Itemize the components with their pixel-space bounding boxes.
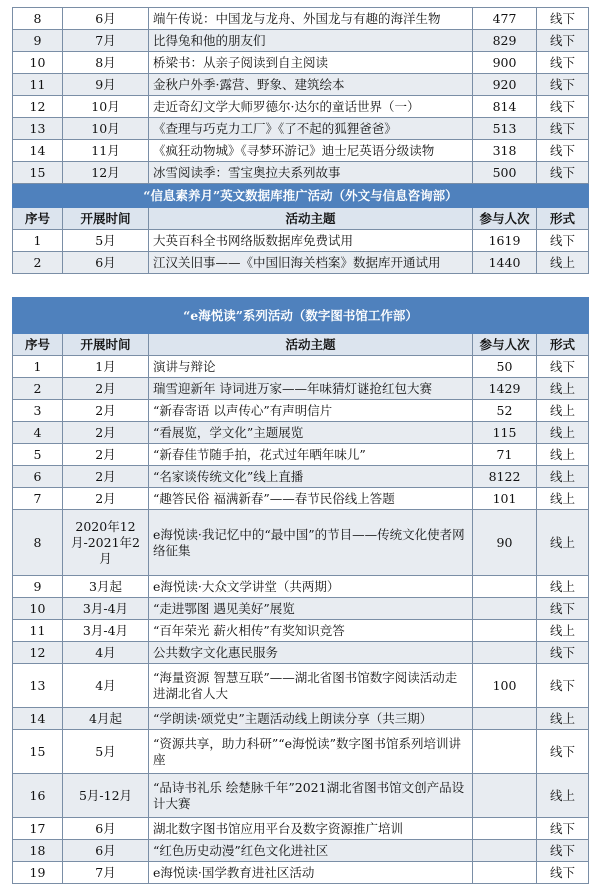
cell-topic: “看展览，学文化”主题展览 (149, 422, 473, 444)
section-title-row (13, 298, 589, 334)
cell-form: 线下 (537, 642, 589, 664)
cell-time: 7月 (63, 30, 149, 52)
cell-time: 6月 (63, 840, 149, 862)
cell-no: 1 (13, 356, 63, 378)
cell-no: 14 (13, 708, 63, 730)
cell-time: 2020年12月-2021年2月 (63, 510, 149, 576)
cell-time: 4月 (63, 642, 149, 664)
cell-time: 2月 (63, 466, 149, 488)
cell-no: 5 (13, 444, 63, 466)
cell-no: 9 (13, 576, 63, 598)
cell-no: 9 (13, 30, 63, 52)
cell-topic: 冰雪阅读季：雪宝奥拉夫系列故事 (149, 162, 473, 184)
table-row (13, 576, 589, 598)
table-row (13, 140, 589, 162)
cell-form: 线上 (537, 708, 589, 730)
cell-count: 477 (473, 8, 537, 30)
cell-time: 5月-12月 (63, 774, 149, 818)
table-row (13, 378, 589, 400)
cell-time: 5月 (63, 230, 149, 252)
cell-time: 7月 (63, 862, 149, 884)
table-row (13, 30, 589, 52)
cell-no: 18 (13, 840, 63, 862)
cell-topic: 走近奇幻文学大师罗德尔·达尔的童话世界（一） (149, 96, 473, 118)
cell-time: 10月 (63, 96, 149, 118)
cell-no: 12 (13, 96, 63, 118)
cell-time: 2月 (63, 444, 149, 466)
cell-topic: 桥梁书：从亲子阅读到自主阅读 (149, 52, 473, 74)
cell-no: 6 (13, 466, 63, 488)
cell-topic: e海悦读·大众文学讲堂（共两期） (149, 576, 473, 598)
cell-form: 线下 (537, 96, 589, 118)
cell-form: 线下 (537, 230, 589, 252)
cell-form: 线下 (537, 730, 589, 774)
cell-topic: “品诗书礼乐 绘楚脉千年”2021湖北省图书馆文创产品设计大赛 (149, 774, 473, 818)
cell-count: 1429 (473, 378, 537, 400)
cell-no: 16 (13, 774, 63, 818)
cell-no: 10 (13, 52, 63, 74)
cell-form: 线上 (537, 422, 589, 444)
cell-count (473, 576, 537, 598)
cell-count: 90 (473, 510, 537, 576)
cell-topic: 湖北数字图书馆应用平台及数字资源推广培训 (149, 818, 473, 840)
header-count: 参与人次 (473, 334, 537, 356)
cell-topic: “百年荣光 薪火相传”有奖知识竞答 (149, 620, 473, 642)
cell-form: 线下 (537, 356, 589, 378)
cell-time: 6月 (63, 818, 149, 840)
cell-no: 2 (13, 378, 63, 400)
cell-count: 52 (473, 400, 537, 422)
cell-form: 线下 (537, 840, 589, 862)
table-row (13, 8, 589, 30)
cell-time: 6月 (63, 252, 149, 274)
cell-time: 2月 (63, 378, 149, 400)
cell-form: 线上 (537, 576, 589, 598)
table-row (13, 642, 589, 664)
header-topic: 活动主题 (149, 208, 473, 230)
table-row (13, 118, 589, 140)
header-time: 开展时间 (63, 208, 149, 230)
cell-topic: 《查理与巧克力工厂》《了不起的狐狸爸爸》 (149, 118, 473, 140)
table-row (13, 620, 589, 642)
cell-count: 1619 (473, 230, 537, 252)
table-row (13, 708, 589, 730)
cell-count (473, 642, 537, 664)
cell-form: 线上 (537, 378, 589, 400)
cell-count: 8122 (473, 466, 537, 488)
cell-count (473, 598, 537, 620)
table-row (13, 664, 589, 708)
cell-form: 线上 (537, 620, 589, 642)
cell-time: 8月 (63, 52, 149, 74)
cell-count: 50 (473, 356, 537, 378)
cell-count: 829 (473, 30, 537, 52)
section-title: “信息素养月”英文数据库推广活动（外文与信息咨询部） (13, 184, 589, 208)
cell-topic: e海悦读·国学教育进社区活动 (149, 862, 473, 884)
activity-table-2 (12, 297, 589, 884)
cell-count: 513 (473, 118, 537, 140)
cell-form: 线下 (537, 818, 589, 840)
table-row (13, 774, 589, 818)
cell-no: 13 (13, 664, 63, 708)
cell-no: 15 (13, 162, 63, 184)
table-row (13, 230, 589, 252)
cell-count: 814 (473, 96, 537, 118)
table-row (13, 422, 589, 444)
cell-time: 2月 (63, 400, 149, 422)
cell-topic: 演讲与辩论 (149, 356, 473, 378)
cell-time: 4月起 (63, 708, 149, 730)
cell-time: 5月 (63, 730, 149, 774)
header-no: 序号 (13, 334, 63, 356)
cell-form: 线下 (537, 8, 589, 30)
table-row (13, 466, 589, 488)
cell-count: 1440 (473, 252, 537, 274)
cell-form: 线上 (537, 466, 589, 488)
cell-no: 13 (13, 118, 63, 140)
cell-form: 线上 (537, 774, 589, 818)
cell-topic: “新春佳节随手拍，花式过年晒年味儿” (149, 444, 473, 466)
cell-count: 900 (473, 52, 537, 74)
cell-topic: “海量资源 智慧互联”——湖北省图书馆数字阅读活动走进湖北省人大 (149, 664, 473, 708)
cell-form: 线下 (537, 118, 589, 140)
cell-count: 920 (473, 74, 537, 96)
table-row (13, 818, 589, 840)
header-form: 形式 (537, 208, 589, 230)
table-row (13, 356, 589, 378)
cell-topic: “学朗读·颂党史”主题活动线上朗读分享（共三期） (149, 708, 473, 730)
cell-time: 3月-4月 (63, 620, 149, 642)
cell-form: 线下 (537, 140, 589, 162)
cell-no: 11 (13, 620, 63, 642)
section-title: “e海悦读”系列活动（数字图书馆工作部） (13, 298, 589, 334)
cell-topic: “新春寄语 以声传心”有声明信片 (149, 400, 473, 422)
cell-time: 2月 (63, 488, 149, 510)
cell-count: 100 (473, 664, 537, 708)
cell-count (473, 708, 537, 730)
cell-topic: 公共数字文化惠民服务 (149, 642, 473, 664)
cell-no: 17 (13, 818, 63, 840)
cell-form: 线上 (537, 444, 589, 466)
cell-time: 6月 (63, 8, 149, 30)
cell-count (473, 730, 537, 774)
cell-count: 115 (473, 422, 537, 444)
cell-topic: 《疯狂动物城》《寻梦环游记》迪士尼英语分级读物 (149, 140, 473, 162)
cell-count (473, 818, 537, 840)
cell-topic: “名家谈传统文化”线上直播 (149, 466, 473, 488)
header-row (13, 208, 589, 230)
cell-time: 1月 (63, 356, 149, 378)
cell-no: 8 (13, 8, 63, 30)
cell-topic: 比得兔和他的朋友们 (149, 30, 473, 52)
table-row (13, 510, 589, 576)
cell-time: 4月 (63, 664, 149, 708)
section-title-row (13, 184, 589, 208)
header-form: 形式 (537, 334, 589, 356)
header-no: 序号 (13, 208, 63, 230)
table-row (13, 444, 589, 466)
cell-topic: 金秋户外季·露营、野象、建筑绘本 (149, 74, 473, 96)
cell-topic: 端午传说：中国龙与龙舟、外国龙与有趣的海洋生物 (149, 8, 473, 30)
table-row (13, 52, 589, 74)
cell-count (473, 620, 537, 642)
cell-form: 线下 (537, 52, 589, 74)
header-row (13, 334, 589, 356)
header-count: 参与人次 (473, 208, 537, 230)
cell-no: 11 (13, 74, 63, 96)
cell-no: 4 (13, 422, 63, 444)
cell-no: 15 (13, 730, 63, 774)
cell-no: 8 (13, 510, 63, 576)
cell-topic: 瑞雪迎新年 诗词进万家——年味猜灯谜抢红包大赛 (149, 378, 473, 400)
table-row (13, 96, 589, 118)
cell-topic: “走进鄂图 遇见美好”展览 (149, 598, 473, 620)
cell-time: 2月 (63, 422, 149, 444)
cell-topic: 大英百科全书网络版数据库免费试用 (149, 230, 473, 252)
table-row (13, 730, 589, 774)
cell-form: 线上 (537, 488, 589, 510)
cell-topic: “资源共享，助力科研”“e海悦读”数字图书馆系列培训讲座 (149, 730, 473, 774)
table-row (13, 598, 589, 620)
cell-count (473, 840, 537, 862)
cell-form: 线上 (537, 510, 589, 576)
cell-count (473, 774, 537, 818)
table-row (13, 162, 589, 184)
cell-time: 9月 (63, 74, 149, 96)
cell-form: 线下 (537, 74, 589, 96)
cell-count (473, 862, 537, 884)
cell-topic: “趣答民俗 福满新春”——春节民俗线上答题 (149, 488, 473, 510)
cell-count: 318 (473, 140, 537, 162)
cell-time: 12月 (63, 162, 149, 184)
cell-form: 线下 (537, 30, 589, 52)
cell-form: 线下 (537, 598, 589, 620)
table-row (13, 74, 589, 96)
cell-count: 71 (473, 444, 537, 466)
cell-time: 11月 (63, 140, 149, 162)
table-row (13, 252, 589, 274)
table-row (13, 400, 589, 422)
cell-topic: “红色历史动漫”红色文化进社区 (149, 840, 473, 862)
header-topic: 活动主题 (149, 334, 473, 356)
cell-no: 19 (13, 862, 63, 884)
cell-no: 10 (13, 598, 63, 620)
cell-topic: e海悦读·我记忆中的“最中国”的节目——传统文化使者网络征集 (149, 510, 473, 576)
cell-time: 3月-4月 (63, 598, 149, 620)
cell-no: 1 (13, 230, 63, 252)
cell-topic: 江汉关旧事——《中国旧海关档案》数据库开通试用 (149, 252, 473, 274)
activity-table-1 (12, 7, 589, 274)
table-row (13, 488, 589, 510)
cell-no: 3 (13, 400, 63, 422)
cell-time: 10月 (63, 118, 149, 140)
table-row (13, 840, 589, 862)
cell-form: 线下 (537, 664, 589, 708)
cell-no: 7 (13, 488, 63, 510)
cell-no: 14 (13, 140, 63, 162)
cell-form: 线下 (537, 162, 589, 184)
cell-count: 101 (473, 488, 537, 510)
cell-count: 500 (473, 162, 537, 184)
table-row (13, 862, 589, 884)
cell-form: 线下 (537, 862, 589, 884)
cell-no: 2 (13, 252, 63, 274)
cell-form: 线上 (537, 252, 589, 274)
cell-form: 线上 (537, 400, 589, 422)
header-time: 开展时间 (63, 334, 149, 356)
cell-time: 3月起 (63, 576, 149, 598)
cell-no: 12 (13, 642, 63, 664)
